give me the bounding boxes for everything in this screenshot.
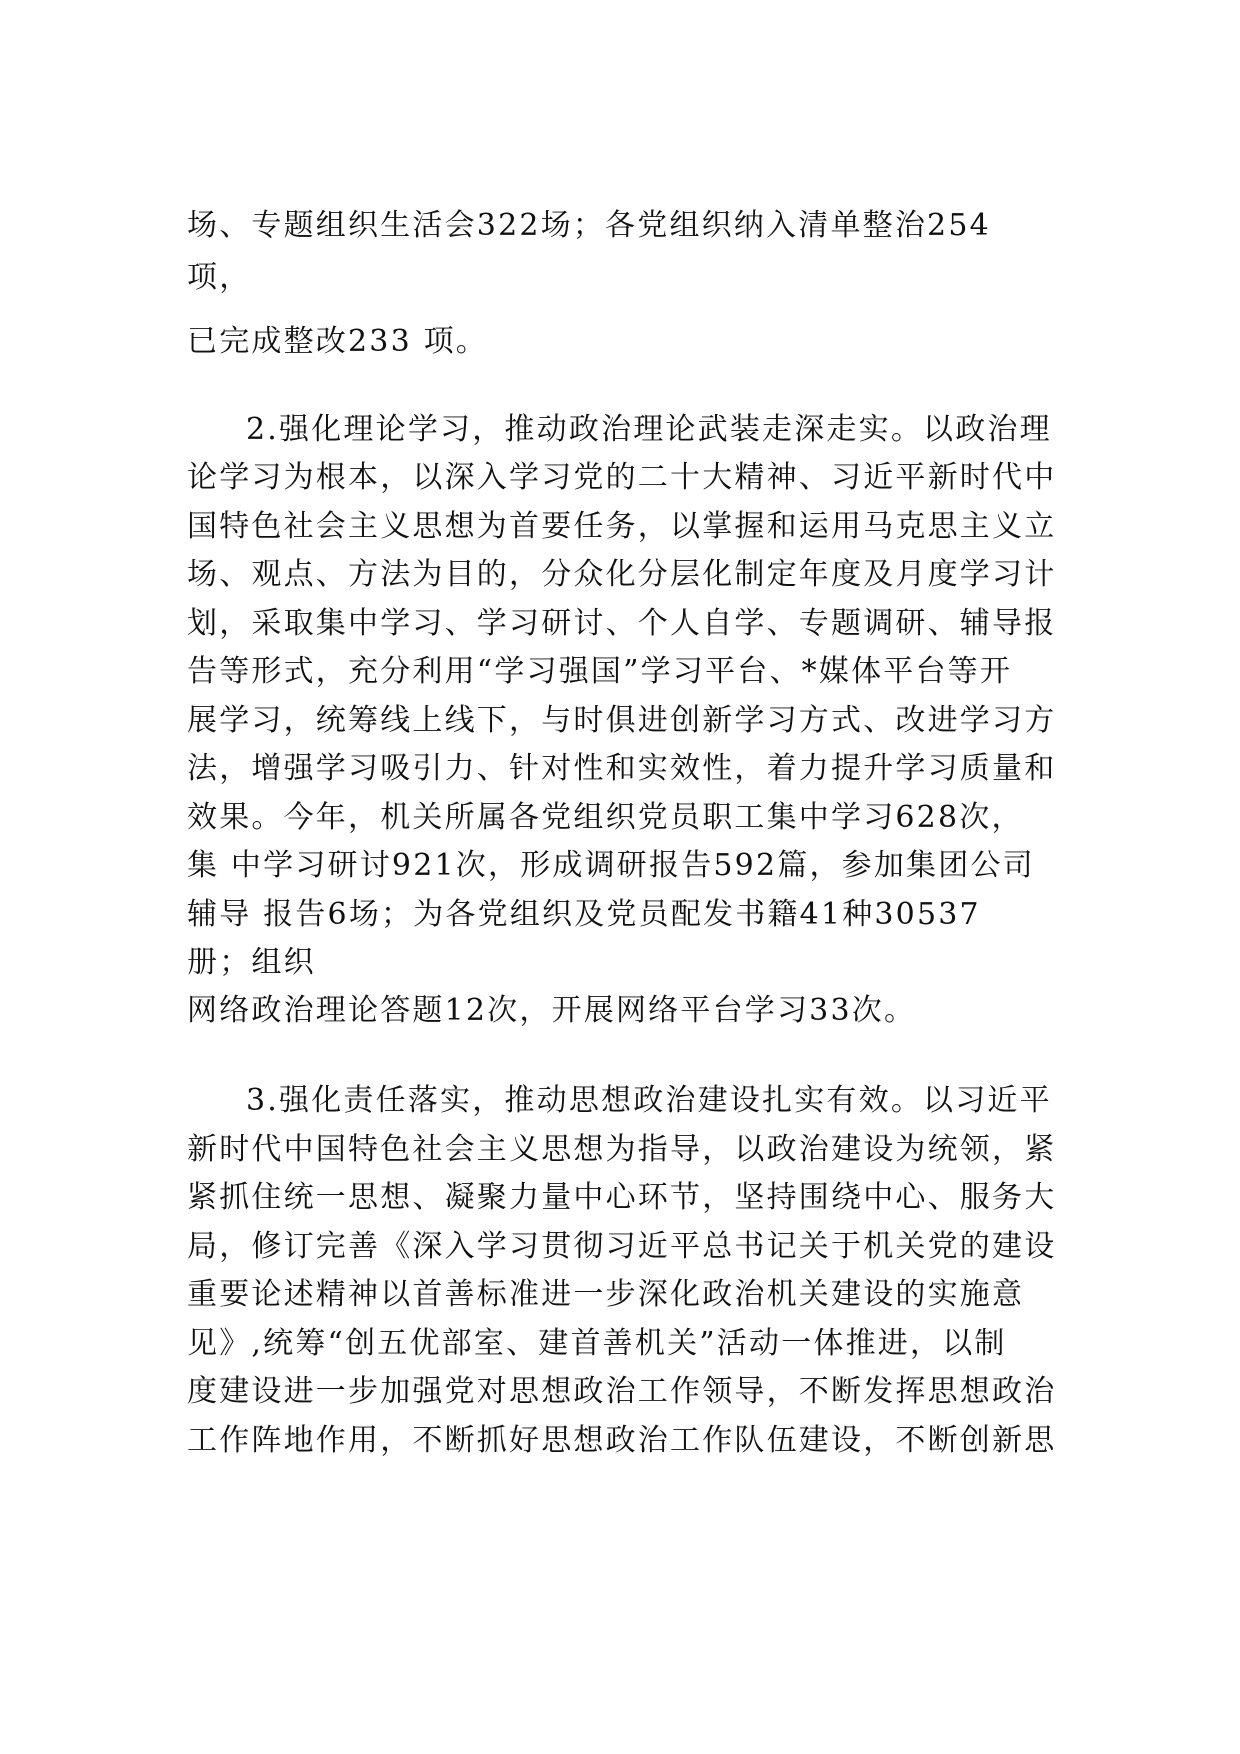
text-line: 册；组织	[187, 945, 316, 980]
text-line: 重要论述精神以首善标准进一步深化政治机关建设的实施意	[187, 1277, 1025, 1312]
text-line: 场、观点、方法为目的，分众化分层化制定年度及月度学习计	[187, 557, 1057, 592]
text-line: 新时代中国特色社会主义思想为指导，以政治建设为统领，紧	[187, 1132, 1057, 1167]
text-line: 效果。今年，机关所属各党组织党员职工集中学习628次，	[187, 800, 1024, 835]
text-line: 局，修订完善《深入学习贯彻习近平总书记关于机关党的建设	[187, 1229, 1057, 1264]
text-line: 已完成整改233 项。	[187, 324, 488, 359]
text-line: 划，采取集中学习、学习研讨、个人自学、专题调研、辅导报	[187, 606, 1057, 641]
text-line: 论学习为根本，以深入学习党的二十大精神、习近平新时代中	[187, 460, 1057, 495]
paragraph-heading-line: 2.强化理论学习，推动政治理论武装走深走实。以政治理	[246, 412, 1052, 447]
text-line: 网络政治理论答题12次，开展网络平台学习33次。	[187, 993, 917, 1028]
text-line: 工作阵地作用，不断抓好思想政治工作队伍建设，不断创新思	[187, 1423, 1057, 1458]
text-line: 法，增强学习吸引力、针对性和实效性，着力提升学习质量和	[187, 751, 1057, 786]
text-line: 集 中学习研讨921次，形成调研报告592篇，参加集团公司	[187, 848, 1035, 883]
text-line: 展学习，统筹线上线下，与时俱进创新学习方式、改进学习方	[187, 703, 1057, 738]
text-line: 见》,统筹“创五优部室、建首善机关”活动一体推进，以制	[187, 1326, 1007, 1361]
text-line: 紧抓住统一思想、凝聚力量中心环节，坚持围绕中心、服务大	[187, 1180, 1057, 1215]
text-line: 度建设进一步加强党对思想政治工作领导，不断发挥思想政治	[187, 1374, 1057, 1409]
paragraph-heading-line: 3.强化责任落实，推动思想政治建设扎实有效。以习近平	[246, 1083, 1052, 1118]
text-line: 国特色社会主义思想为首要任务，以掌握和运用马克思主义立	[187, 509, 1057, 544]
text-line: 场、专题组织生活会322场；各党组织纳入清单整治254	[187, 208, 991, 243]
text-line: 辅导 报告6场；为各党组织及党员配发书籍41种30537	[187, 897, 981, 932]
text-line: 项，	[187, 260, 252, 295]
text-line: 告等形式，充分利用“学习强国”学习平台、*媒体平台等开	[187, 654, 1013, 689]
